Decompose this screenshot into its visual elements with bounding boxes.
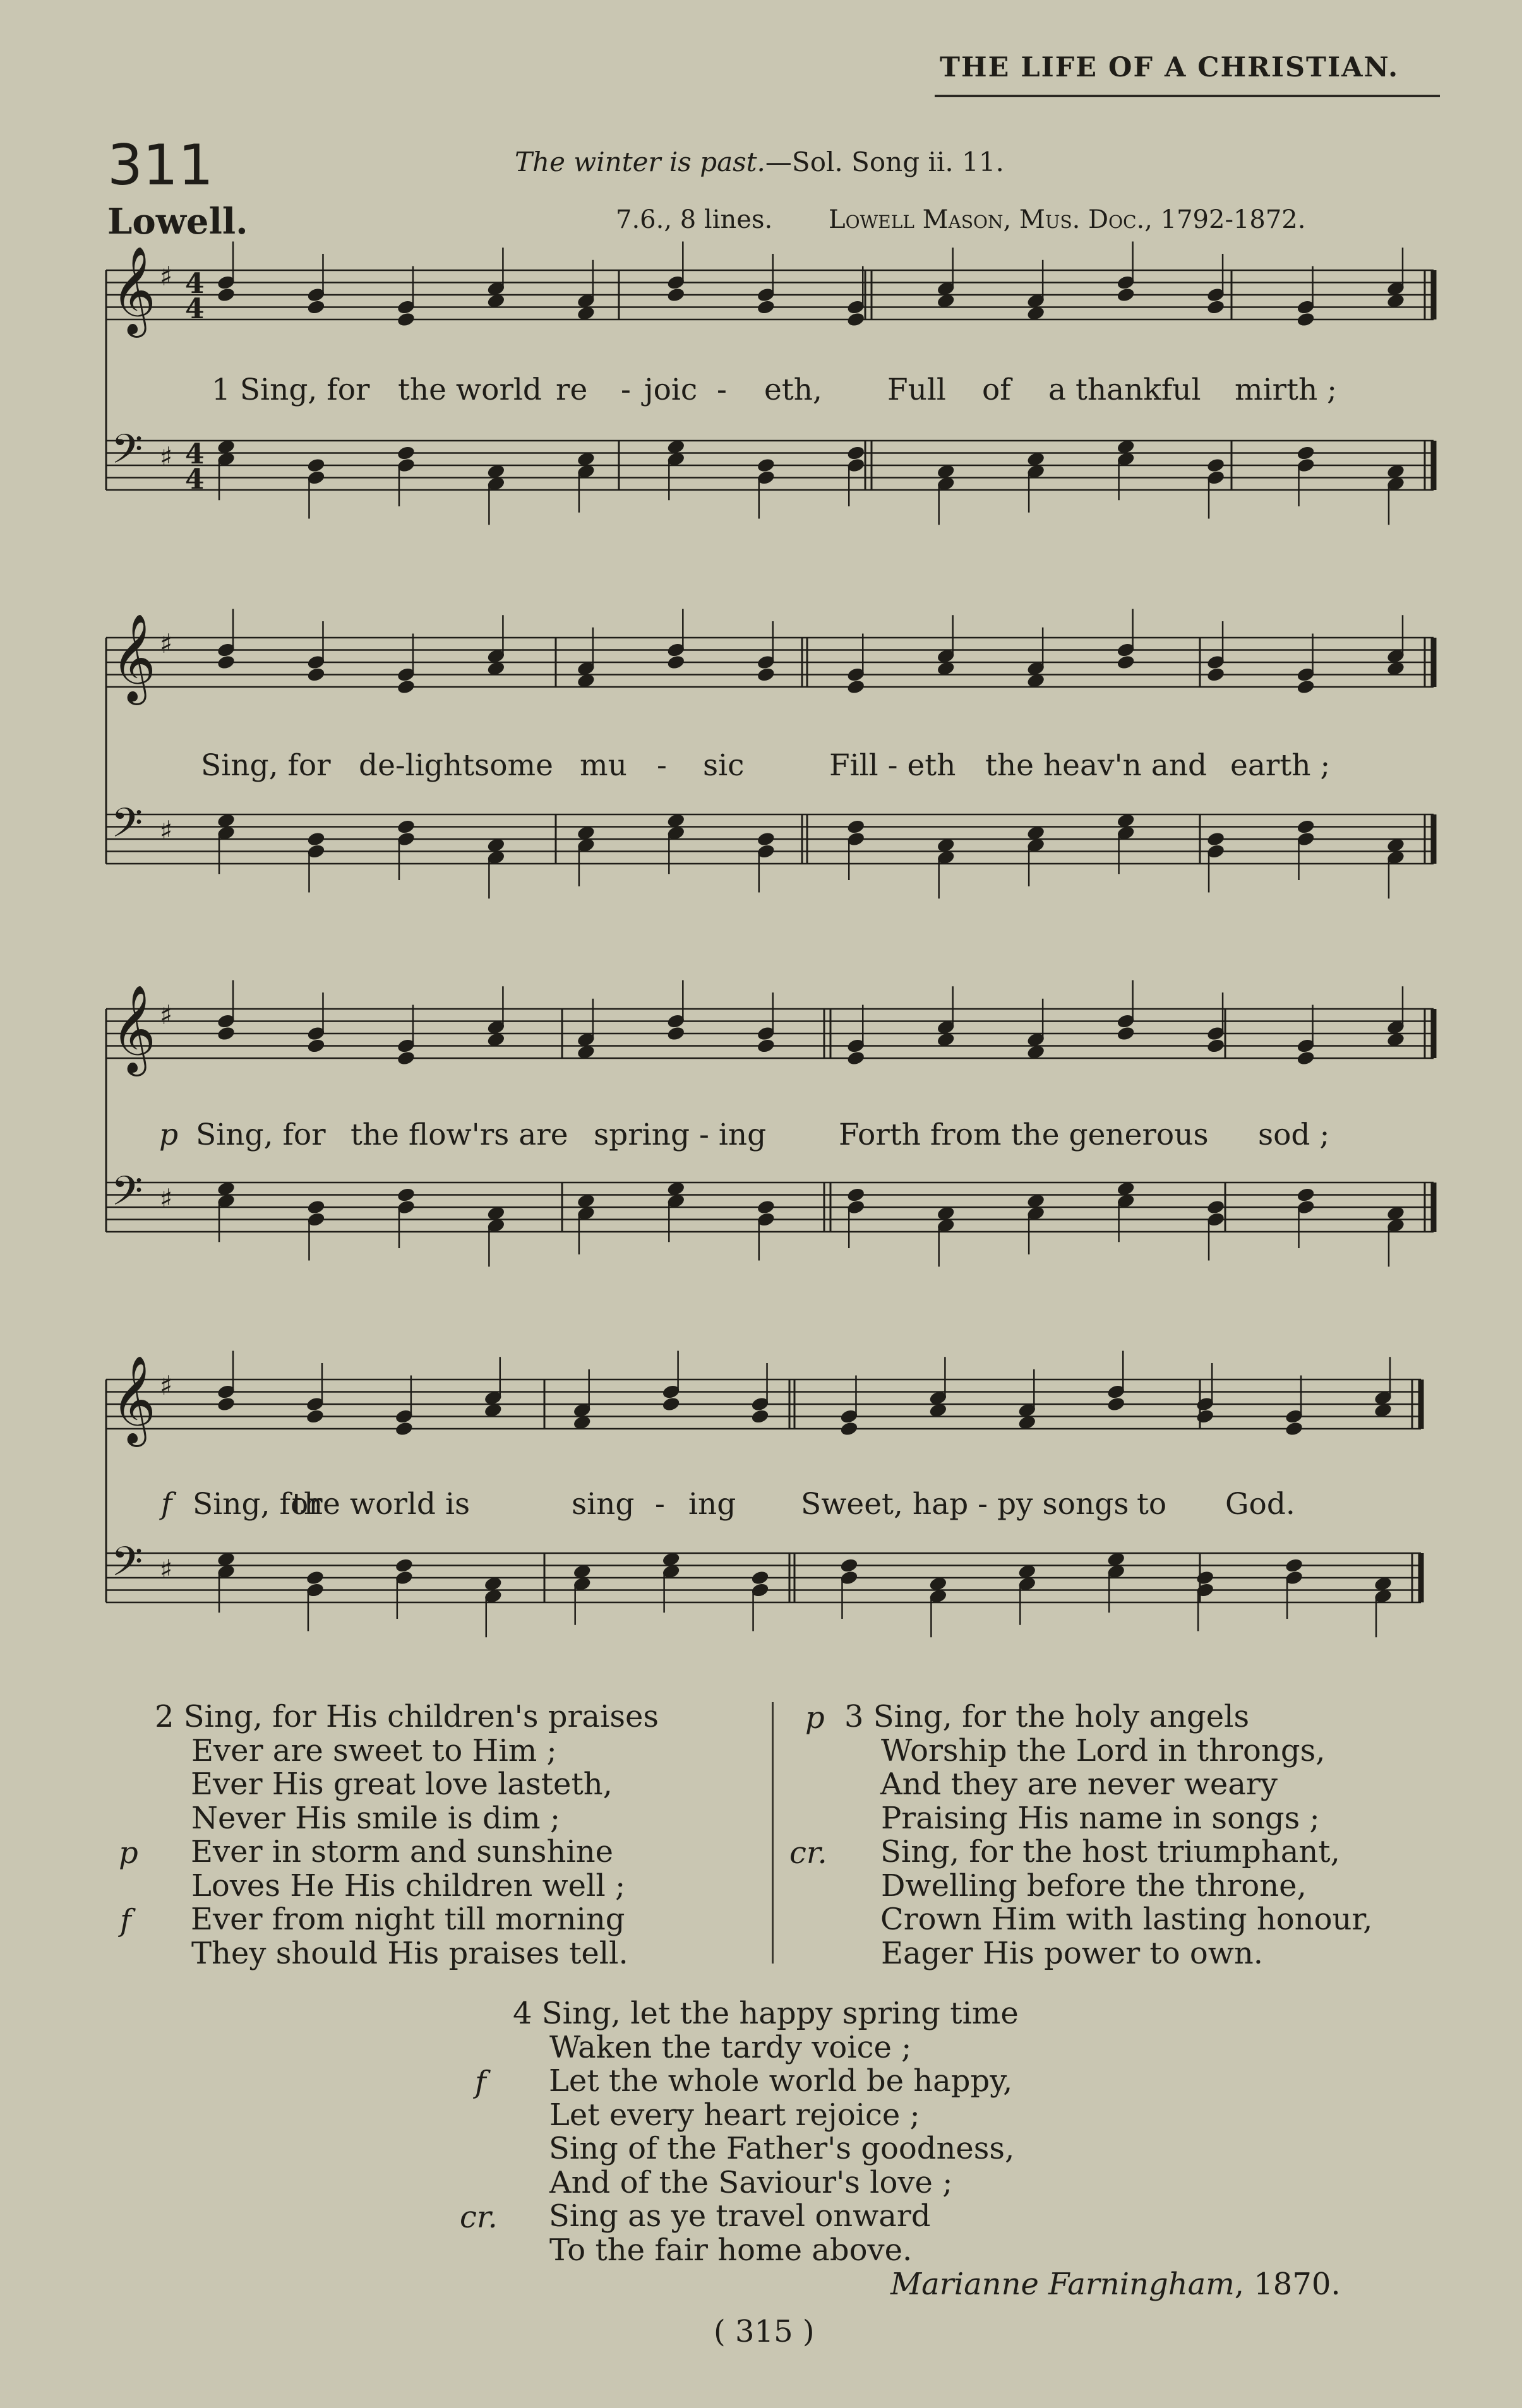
note-head <box>397 819 416 835</box>
verse-line: And of the Saviour's love ; <box>549 2164 953 2200</box>
note-head <box>756 831 776 847</box>
verse-line: Ever are sweet to Him ; <box>191 1732 557 1768</box>
lyric-syllable: de-lightsome <box>359 748 553 783</box>
bass-clef-icon: 𝄢 <box>111 1168 143 1225</box>
lyric-syllable: - <box>717 373 727 407</box>
lyric-syllable: - <box>657 748 667 783</box>
note-head <box>846 445 866 462</box>
note-head <box>397 1187 416 1203</box>
verse-line: Let every heart rejoice ; <box>549 2097 920 2133</box>
treble-clef-icon: 𝄞 <box>111 246 156 334</box>
bass-clef-icon: 𝄢 <box>111 426 143 483</box>
lyric-syllable: earth ; <box>1230 748 1331 783</box>
verse-divider <box>772 1702 774 1964</box>
dynamic-mark: p <box>119 1835 138 1871</box>
sharp-icon: ♯ <box>160 1554 173 1585</box>
verse-line: 2 Sing, for His children's praises <box>155 1699 659 1734</box>
note-head <box>306 831 326 847</box>
lyric-syllable: the world <box>398 373 542 407</box>
note-head <box>1296 445 1315 462</box>
bass-clef-icon: 𝄢 <box>111 1539 143 1595</box>
time-signature-bottom: 4 <box>185 293 205 325</box>
note-head <box>1195 1570 1215 1586</box>
note-head <box>846 311 866 328</box>
author-year: , 1870. <box>1234 2267 1341 2302</box>
sharp-icon: ♯ <box>160 261 173 292</box>
note-head <box>306 457 326 474</box>
note-head <box>756 299 776 316</box>
lyric-syllable: sod ; <box>1258 1118 1330 1152</box>
dynamic-mark: p <box>159 1118 179 1152</box>
treble-clef-icon: 𝄞 <box>111 614 156 701</box>
dynamic-mark: p <box>805 1700 825 1736</box>
note-head <box>397 679 416 695</box>
verse-line: Praising His name in songs ; <box>881 1800 1320 1836</box>
note-head <box>1195 1409 1215 1425</box>
note-head <box>1206 667 1226 683</box>
lyric-syllable: Sing, for <box>193 1487 323 1522</box>
time-signature-top: 4 <box>185 438 205 470</box>
lyric-syllable: Forth from the generous <box>839 1118 1209 1152</box>
note-head <box>306 1199 326 1215</box>
note-head <box>666 654 686 671</box>
note-head <box>397 445 416 462</box>
note-head <box>846 819 866 835</box>
lyric-syllable: of <box>982 373 1011 407</box>
dynamic-mark: cr. <box>460 2200 498 2235</box>
note-head <box>306 667 326 683</box>
note-head <box>1106 1396 1126 1412</box>
verse-line: Crown Him with lasting honour, <box>880 1902 1373 1937</box>
verse-line: Ever His great love lasteth, <box>191 1767 613 1802</box>
verse-line: Dwelling before the throne, <box>881 1868 1307 1904</box>
note-head <box>1206 299 1226 316</box>
epigraph-quote: The winter is past. <box>515 146 765 177</box>
lyric-syllable: mu <box>580 748 627 783</box>
note-head <box>306 299 326 316</box>
note-head <box>1206 1199 1226 1215</box>
note-head <box>1206 1038 1226 1054</box>
lyric-syllable: Full <box>887 373 946 407</box>
sharp-icon: ♯ <box>160 999 173 1030</box>
meter: 7.6., 8 lines. <box>616 205 773 234</box>
lyric-syllable: to <box>1137 1487 1167 1522</box>
lyric-syllable: joic <box>644 373 698 407</box>
note-head <box>846 679 866 695</box>
note-head <box>1285 1558 1304 1574</box>
sharp-icon: ♯ <box>160 1183 173 1214</box>
note-head <box>846 1187 866 1203</box>
verse-line: Let the whole world be happy, <box>549 2063 1013 2099</box>
note-head <box>1285 1421 1304 1437</box>
note-head <box>750 1570 770 1586</box>
note-head <box>1206 831 1226 847</box>
time-signature-top: 4 <box>185 268 205 300</box>
note-head <box>397 1050 416 1066</box>
author-attribution <box>890 2267 1341 2302</box>
verse-line: 3 Sing, for the holy angels <box>844 1699 1250 1734</box>
dynamic-mark: f <box>120 1903 131 1938</box>
verse-line: 4 Sing, let the happy spring time <box>513 1996 1019 2031</box>
author-name: Marianne Farningham <box>890 2267 1235 2302</box>
note-head <box>839 1558 859 1574</box>
note-head <box>306 1409 325 1425</box>
lyric-syllable: eth, <box>764 373 822 407</box>
note-head <box>217 287 236 303</box>
dynamic-mark: f <box>161 1487 172 1522</box>
verse-line: Sing as ye travel onward <box>549 2198 931 2234</box>
lyric-syllable: - <box>621 373 631 407</box>
lyric-syllable: the world is <box>292 1487 470 1522</box>
note-head <box>217 1025 236 1042</box>
lyric-syllable: Sweet, hap - py songs <box>801 1487 1129 1522</box>
lyric-syllable: sing <box>572 1487 635 1522</box>
note-head <box>1296 819 1315 835</box>
note-head <box>306 1570 325 1586</box>
lyric-syllable: the flow'rs are <box>351 1118 568 1152</box>
note-head <box>395 1558 414 1574</box>
verse-line: And they are never weary <box>880 1767 1278 1802</box>
note-head <box>666 287 686 303</box>
note-head <box>1206 457 1226 474</box>
note-head <box>756 667 776 683</box>
note-head <box>1116 1025 1136 1042</box>
bass-clef-icon: 𝄢 <box>111 800 143 857</box>
note-head <box>306 1038 326 1054</box>
lyric-syllable: Sing, for <box>196 1118 326 1152</box>
lyric-syllable: the heav'n and <box>985 748 1207 783</box>
sharp-icon: ♯ <box>160 441 173 472</box>
sharp-icon: ♯ <box>160 815 173 846</box>
treble-clef-icon: 𝄞 <box>111 985 156 1073</box>
lyric-syllable: 1 Sing, for <box>212 373 370 407</box>
verse-line: To the fair home above. <box>549 2232 913 2268</box>
lyric-syllable: ing <box>688 1487 736 1522</box>
verse-line: Loves He His children well ; <box>191 1868 626 1904</box>
verse-line: Sing of the Father's goodness, <box>549 2131 1015 2166</box>
verse-line: Worship the Lord in throngs, <box>881 1732 1326 1768</box>
note-head <box>217 654 236 671</box>
note-head <box>397 311 416 328</box>
lyric-syllable: Sing, for <box>201 748 331 783</box>
treble-clef-icon: 𝄞 <box>111 1356 156 1443</box>
verse-2 <box>155 1700 659 1970</box>
lyric-syllable: sic <box>703 748 745 783</box>
verse-line: Eager His power to own. <box>881 1935 1264 1971</box>
note-head <box>839 1421 859 1437</box>
note-head <box>395 1421 414 1437</box>
note-head <box>750 1409 770 1425</box>
note-head <box>1296 1050 1315 1066</box>
lyric-syllable: re <box>556 373 588 407</box>
tune-name: Lowell. <box>107 201 248 242</box>
sharp-icon: ♯ <box>160 628 173 659</box>
dynamic-mark: f <box>475 2065 486 2100</box>
note-head <box>661 1396 681 1412</box>
verse-line: Ever from night till morning <box>191 1902 625 1937</box>
lyric-syllable: Fill - eth <box>829 748 956 783</box>
note-head <box>217 1396 236 1412</box>
verse-4 <box>513 1997 1019 2267</box>
page-number: ( 315 ) <box>714 2314 815 2349</box>
note-head <box>756 1199 776 1215</box>
note-head <box>1296 311 1315 328</box>
lyric-syllable: mirth ; <box>1235 373 1337 407</box>
note-head <box>846 1050 866 1066</box>
verse-3 <box>844 1700 1372 1970</box>
note-head <box>1116 287 1136 303</box>
verse-line: Never His smile is dim ; <box>191 1800 561 1836</box>
running-title: THE LIFE OF A CHRISTIAN. <box>940 52 1399 83</box>
note-head <box>1116 654 1136 671</box>
verse-line: Sing, for the host triumphant, <box>880 1834 1340 1869</box>
lyric-syllable: spring - ing <box>594 1118 767 1152</box>
epigraph-reference: —Sol. Song ii. 11. <box>765 146 1004 177</box>
note-head <box>756 1038 776 1054</box>
time-signature-bottom: 4 <box>185 463 205 496</box>
note-head <box>1296 679 1315 695</box>
note-head <box>756 457 776 474</box>
dynamic-mark: cr. <box>789 1835 827 1871</box>
sharp-icon: ♯ <box>160 1370 173 1401</box>
hymn-number: 311 <box>107 133 213 198</box>
composer: Lowell Mason, Mus. Doc., 1792-1872. <box>829 205 1306 234</box>
lyric-syllable: God. <box>1225 1487 1295 1522</box>
note-head <box>1296 1187 1315 1203</box>
verse-line: Waken the tardy voice ; <box>549 2029 912 2065</box>
verse-line: They should His praises tell. <box>191 1935 628 1971</box>
lyric-syllable: - <box>655 1487 665 1522</box>
note-head <box>666 1025 686 1042</box>
verse-line: Ever in storm and sunshine <box>191 1834 614 1869</box>
lyric-syllable: a thankful <box>1048 373 1201 407</box>
